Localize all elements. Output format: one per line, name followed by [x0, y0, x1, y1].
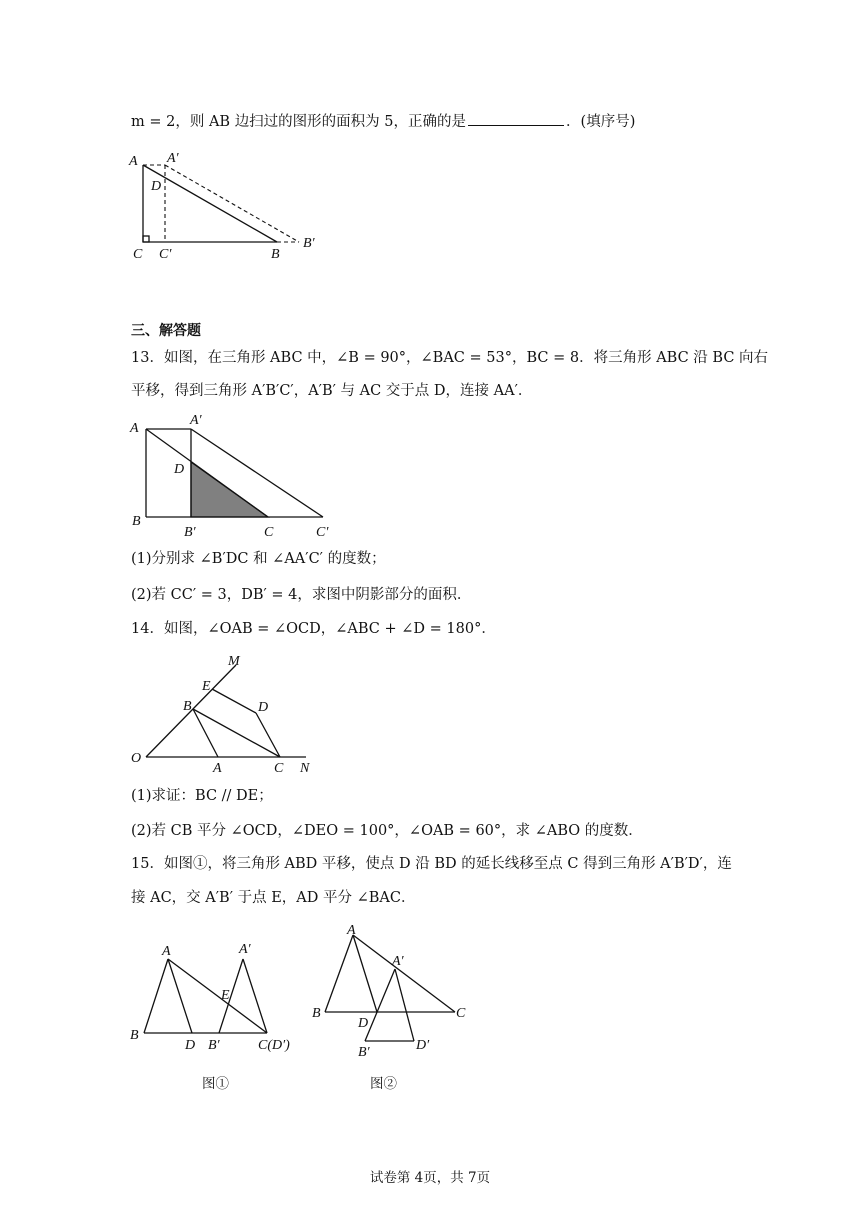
- figure-12: [125, 145, 345, 265]
- fig15a-label-C-D-prime: C(D′): [258, 1038, 290, 1053]
- fig14-label-E: E: [202, 679, 211, 694]
- fig15a-label-D: D: [185, 1038, 196, 1053]
- figure-14: [128, 653, 328, 776]
- figure-15b: [310, 922, 480, 1062]
- q14-sub2: (2)若 CB 平分 ∠OCD，∠DEO = 100°，∠OAB = 60°，求 ∠ABO 的度数．: [131, 823, 643, 839]
- q13-line1: 13．如图，在三角形 ABC 中，∠B = 90°，∠BAC = 53°，BC = 8．将三角形 ABC 沿 BC 向右: [131, 350, 769, 366]
- fig15a-label-B-prime: B′: [208, 1038, 220, 1053]
- fig13-label-D: D: [174, 462, 185, 477]
- q15-line1: 15．如图①，将三角形 ABD 平移，使点 D 沿 BD 的延长线移至点 C 得到三角形 A′B′D′，连: [131, 856, 732, 872]
- q13-sub2: (2)若 CC′ = 3，DB′ = 4，求图中阴影部分的面积．: [131, 587, 472, 603]
- fig13-label-C: C: [264, 525, 274, 540]
- q12-suffix: ．(填序号): [566, 114, 636, 130]
- fig13-label-B-prime: B′: [184, 525, 196, 540]
- fig13-label-A: A: [130, 421, 139, 436]
- fig14-label-C: C: [274, 761, 284, 776]
- fig15b-label-A-prime: A′: [392, 954, 404, 969]
- fig14-label-B: B: [183, 699, 192, 714]
- q14-line1: 14．如图，∠OAB = ∠OCD，∠ABC + ∠D = 180°．: [131, 621, 496, 637]
- fig15b-label-D-prime: D′: [416, 1038, 430, 1053]
- fig12-label-D: D: [151, 179, 162, 194]
- fig15a-caption: 图①: [202, 1076, 229, 1092]
- fig14-label-A: A: [213, 761, 222, 776]
- fig14-label-O: O: [131, 751, 142, 766]
- fig12-label-C: C: [133, 247, 143, 262]
- q14-sub1: (1)求证：BC // DE；: [131, 788, 273, 804]
- fig13-label-C-prime: C′: [316, 525, 329, 540]
- fig15b-label-C: C: [456, 1006, 466, 1021]
- fig13-label-A-prime: A′: [190, 413, 202, 428]
- fig12-label-A-prime: A′: [167, 151, 179, 166]
- fig15a-label-A-prime: A′: [239, 942, 251, 957]
- fig15a-label-A: A: [162, 944, 171, 959]
- fig15b-caption: 图②: [370, 1076, 397, 1092]
- q13-line2: 平移，得到三角形 A′B′C′，A′B′ 与 AC 交于点 D，连接 AA′．: [131, 383, 533, 399]
- fig12-label-C-prime: C′: [159, 247, 172, 262]
- fig14-label-D: D: [258, 700, 269, 715]
- fig15a-label-B: B: [130, 1028, 139, 1043]
- q12-answer-line: [131, 111, 635, 132]
- fig13-label-B: B: [132, 514, 141, 529]
- fig12-label-A: A: [129, 154, 138, 169]
- fig12-label-B-prime: B′: [303, 236, 315, 251]
- q12-prefix: m = 2，则 AB 边扫过的图形的面积为 5，正确的是: [131, 114, 467, 130]
- page-footer: 试卷第 4页，共 7页: [369, 1170, 491, 1186]
- fig15a-label-E: E: [221, 988, 230, 1003]
- fig12-label-B: B: [271, 247, 280, 262]
- figure-13: [128, 410, 348, 540]
- q13-sub1: (1)分别求 ∠B′DC 和 ∠AA′C′ 的度数；: [131, 551, 386, 567]
- q15-line2: 接 AC，交 A′B′ 于点 E，AD 平分 ∠BAC．: [131, 890, 416, 906]
- fig15b-label-A: A: [347, 923, 356, 938]
- q12-answer-blank[interactable]: [468, 111, 564, 126]
- fig15b-label-D: D: [358, 1016, 369, 1031]
- fig15b-label-B-prime: B′: [358, 1045, 370, 1060]
- section-title: 三、解答题: [131, 323, 201, 339]
- fig14-label-N: N: [300, 761, 310, 776]
- fig15b-label-B: B: [312, 1006, 321, 1021]
- figure-15a: [128, 940, 318, 1060]
- fig14-label-M: M: [228, 654, 240, 669]
